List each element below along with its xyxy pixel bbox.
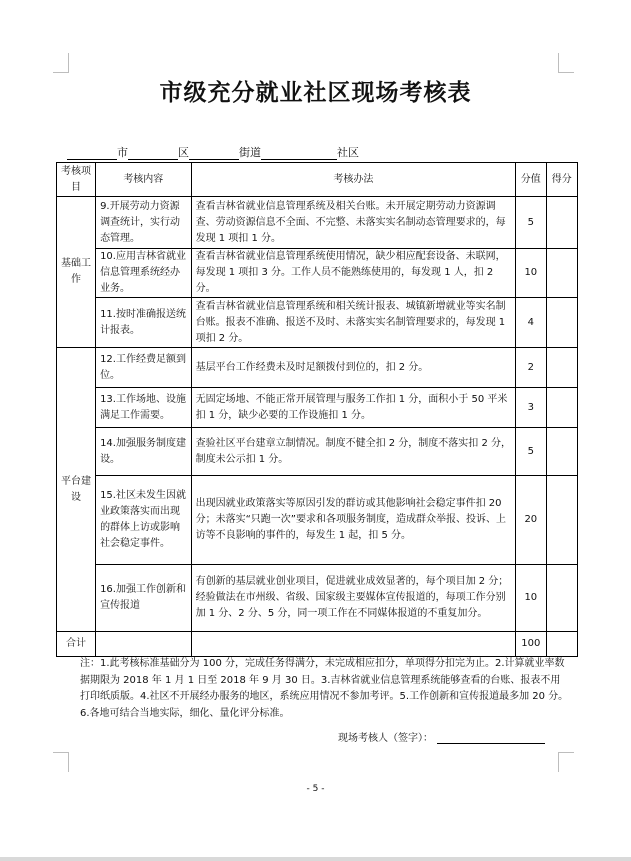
community-blank[interactable] [261, 147, 337, 160]
table-header-row [57, 163, 578, 197]
header-method: 考核办法 [191, 163, 516, 197]
street-blank[interactable] [189, 147, 239, 160]
category-cell: 平台建设 [57, 348, 96, 632]
signature-label: 现场考核人（签字）： [338, 733, 433, 744]
score-cell: 3 [516, 388, 546, 428]
table-row [57, 298, 578, 348]
footnote: 注：1.此考核标准基础分为 100 分，完成任务得满分，未完成相应扣分，单项得分扣完为止。2.计算就业率数据期限为 2018 年 1 月 1 日至 2018 年 9 月 30 日。3.吉林省就业信息管理系统能够查看的台账、报表不用打印纸质版。4.社区不开展经办服务的地区，系统应用情况不参加考评。5.工作创新和宣传报道最多加 20 分。6.各地可结合当地实际，细化、量化评分标准。 [80, 658, 569, 719]
total-row [57, 632, 578, 657]
method-cell: 查看吉林省就业信息管理系统使用情况，缺少相应配套设备、未联网，每发现 1 项扣 3 分。工作人员不能熟练使用的，每发现 1 人，扣 2 分。 [191, 249, 516, 298]
score-cell: 2 [516, 348, 546, 388]
category-cell: 基础工作 [57, 197, 96, 348]
total-got[interactable] [546, 632, 578, 657]
method-cell: 基层平台工作经费未及时足额拨付到位的，扣 2 分。 [191, 348, 516, 388]
district-blank[interactable] [128, 147, 178, 160]
got-cell[interactable] [546, 298, 578, 348]
got-cell[interactable] [546, 249, 578, 298]
content-cell: 15.社区未发生因就业政策落实而出现的群体上访或影响社会稳定事件。 [96, 476, 192, 565]
got-cell[interactable] [546, 428, 578, 476]
score-cell: 10 [516, 565, 546, 632]
assessment-table [56, 162, 578, 657]
table-row [57, 249, 578, 298]
score-cell: 4 [516, 298, 546, 348]
got-cell[interactable] [546, 388, 578, 428]
method-cell: 出现因就业政策落实等原因引发的群访或其他影响社会稳定事件扣 20 分；未落实“只跑一次”要求和各项服务制度，造成群众举报、投诉、上访等不良影响的事件的，每发生 1 起，扣 5 分。 [191, 476, 516, 565]
content-cell: 11.按时准确报送统计报表。 [96, 298, 192, 348]
got-cell[interactable] [546, 476, 578, 565]
header-got: 得分 [546, 163, 578, 197]
content-cell: 10.应用吉林省就业信息管理系统经办业务。 [96, 249, 192, 298]
street-label: 街道 [239, 146, 261, 159]
total-method-empty [191, 632, 516, 657]
city-label: 市 [117, 146, 128, 159]
signature-blank[interactable] [437, 731, 545, 744]
table-row [57, 197, 578, 249]
page-number: - 5 - [306, 784, 325, 794]
header-category: 考核项目 [57, 163, 96, 197]
table-row [57, 428, 578, 476]
city-blank[interactable] [67, 147, 117, 160]
content-cell: 16.加强工作创新和宣传报道 [96, 565, 192, 632]
header-content: 考核内容 [96, 163, 192, 197]
crop-mark-bottom-left [53, 752, 69, 772]
score-cell: 20 [516, 476, 546, 565]
table-row [57, 348, 578, 388]
score-cell: 5 [516, 428, 546, 476]
score-cell: 10 [516, 249, 546, 298]
table-row [57, 476, 578, 565]
table-row [57, 388, 578, 428]
district-label: 区 [178, 146, 189, 159]
method-cell: 查看吉林省就业信息管理系统和相关统计报表、城镇新增就业等实名制台账。报表不准确、报送不及时、未落实实名制管理要求的，每发现 1 项扣 2 分。 [191, 298, 516, 348]
content-cell: 13.工作场地、设施满足工作需要。 [96, 388, 192, 428]
total-label: 合计 [57, 632, 96, 657]
community-label: 社区 [337, 146, 359, 159]
page-bottom-edge [0, 857, 631, 861]
crop-mark-top-left [53, 53, 69, 73]
got-cell[interactable] [546, 565, 578, 632]
method-cell: 无固定场地、不能正常开展管理与服务工作扣 1 分，面积小于 50 平米扣 1 分，缺少必要的工作设施扣 1 分。 [191, 388, 516, 428]
table-row [57, 565, 578, 632]
page-title: 市级充分就业社区现场考核表 [159, 79, 472, 106]
method-cell: 查看吉林省就业信息管理系统及相关台账。未开展定期劳动力资源调查、劳动资源信息不全面、不完整、未落实实名制动态管理要求的，每发现 1 项扣 1 分。 [191, 197, 516, 249]
method-cell: 查验社区平台建章立制情况。制度不健全扣 2 分，制度不落实扣 2 分，制度未公示扣 1 分。 [191, 428, 516, 476]
score-cell: 5 [516, 197, 546, 249]
total-score: 100 [516, 632, 546, 657]
crop-mark-top-right [558, 53, 574, 73]
signature-line [338, 729, 545, 744]
total-content-empty [96, 632, 192, 657]
content-cell: 9.开展劳动力资源调查统计，实行动态管理。 [96, 197, 192, 249]
content-cell: 14.加强服务制度建设。 [96, 428, 192, 476]
got-cell[interactable] [546, 197, 578, 249]
method-cell: 有创新的基层就业创业项目，促进就业成效显著的，每个项目加 2 分；经验做法在市州级、省级、国家级主要媒体宣传报道的，每项工作分别加 1 分、2 分、5 分，同一项工作在不同媒体报道的不重复加分。 [191, 565, 516, 632]
got-cell[interactable] [546, 348, 578, 388]
content-cell: 12.工作经费足额到位。 [96, 348, 192, 388]
crop-mark-bottom-right [558, 752, 574, 772]
header-score: 分值 [516, 163, 546, 197]
location-line [67, 144, 359, 160]
